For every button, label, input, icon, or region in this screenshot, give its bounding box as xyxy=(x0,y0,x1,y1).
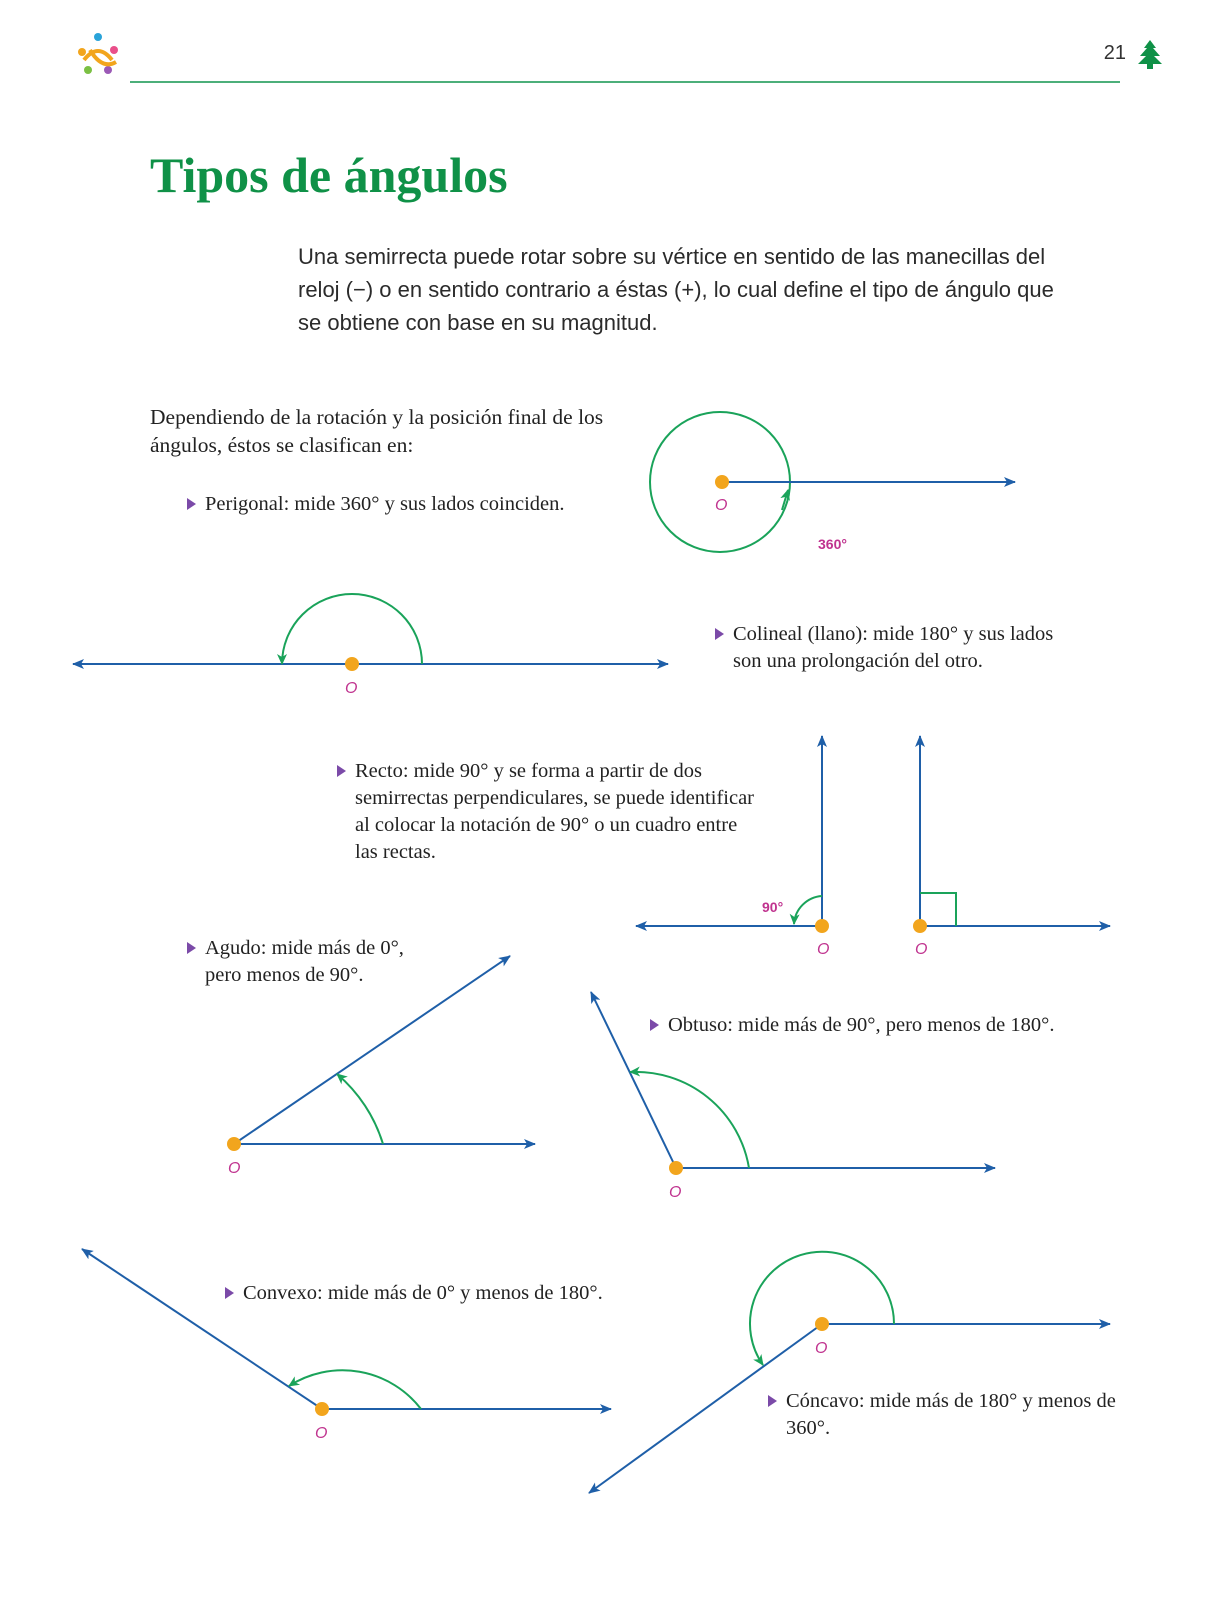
concavo-ray-side xyxy=(589,1324,822,1493)
label-90-degrees: 90° xyxy=(762,899,784,915)
recto-diagram-square xyxy=(913,736,1110,933)
vertex-dot xyxy=(815,1317,829,1331)
item-perigonal-text: Perigonal: mide 360° y sus lados coinciden. xyxy=(205,493,565,515)
vertex-label: O xyxy=(669,1184,682,1201)
vertex-dot xyxy=(715,475,729,489)
obtuso-arc xyxy=(630,1072,749,1168)
label-360-degrees: 360° xyxy=(818,536,847,552)
perigonal-diagram xyxy=(650,412,1015,552)
recto-diagram-arc xyxy=(636,736,829,933)
convexo-ray-side xyxy=(82,1249,322,1409)
colineal-diagram xyxy=(73,594,668,671)
vertex-dot xyxy=(815,919,829,933)
vertex-dot xyxy=(227,1137,241,1151)
colineal-arc xyxy=(282,594,422,664)
obtuso-diagram xyxy=(591,992,995,1175)
lead-paragraph: Dependiendo de la rotación y la posición final de los ángulos, éstos se clasifican en: xyxy=(150,405,604,457)
vertex-dot xyxy=(669,1161,683,1175)
vertex-label: O xyxy=(915,941,928,958)
page-number: 21 xyxy=(1103,42,1126,64)
agudo-arc xyxy=(337,1074,383,1144)
item-recto-text: Recto: mide 90° y se forma a partir de dos semirrectas perpendiculares, se puede identificar al colocar la notación de 90° o un cuadro entre las rectas. xyxy=(355,760,754,863)
agudo-diagram xyxy=(227,956,535,1151)
item-convexo-text: Convexo: mide más de 0° y menos de 180°. xyxy=(243,1282,603,1304)
convexo-arc xyxy=(289,1370,421,1409)
item-concavo-text: Cóncavo: mide más de 180° y menos de 360°. xyxy=(786,1390,1116,1439)
concavo-diagram xyxy=(589,1252,1110,1493)
vertex-label: O xyxy=(715,497,728,514)
vertex-dot xyxy=(345,657,359,671)
item-agudo-text: Agudo: mide más de 0°, pero menos de 90°. xyxy=(205,937,404,986)
vertex-dot xyxy=(913,919,927,933)
vertex-label: O xyxy=(228,1160,241,1177)
vertex-dot xyxy=(315,1402,329,1416)
item-colineal-text: Colineal (llano): mide 180° y sus lados son una prolongación del otro. xyxy=(733,623,1054,672)
recto-arc xyxy=(794,896,822,924)
vertex-label: O xyxy=(315,1425,328,1442)
vertex-label: O xyxy=(815,1340,828,1357)
vertex-label: O xyxy=(817,941,830,958)
intro-paragraph: Una semirrecta puede rotar sobre su vértice en sentido de las manecillas del reloj (−) o en sentido contrario a éstas (+), lo cual define el tipo de ángulo que se obtiene con base en su magnitud. xyxy=(298,244,1054,335)
obtuso-ray-side xyxy=(591,992,676,1168)
vertex-label: O xyxy=(345,680,358,697)
page-title: Tipos de ángulos xyxy=(150,147,508,203)
item-obtuso-text: Obtuso: mide más de 90°, pero menos de 180°. xyxy=(668,1014,1055,1036)
right-angle-square xyxy=(920,893,956,926)
convexo-diagram xyxy=(82,1249,611,1416)
